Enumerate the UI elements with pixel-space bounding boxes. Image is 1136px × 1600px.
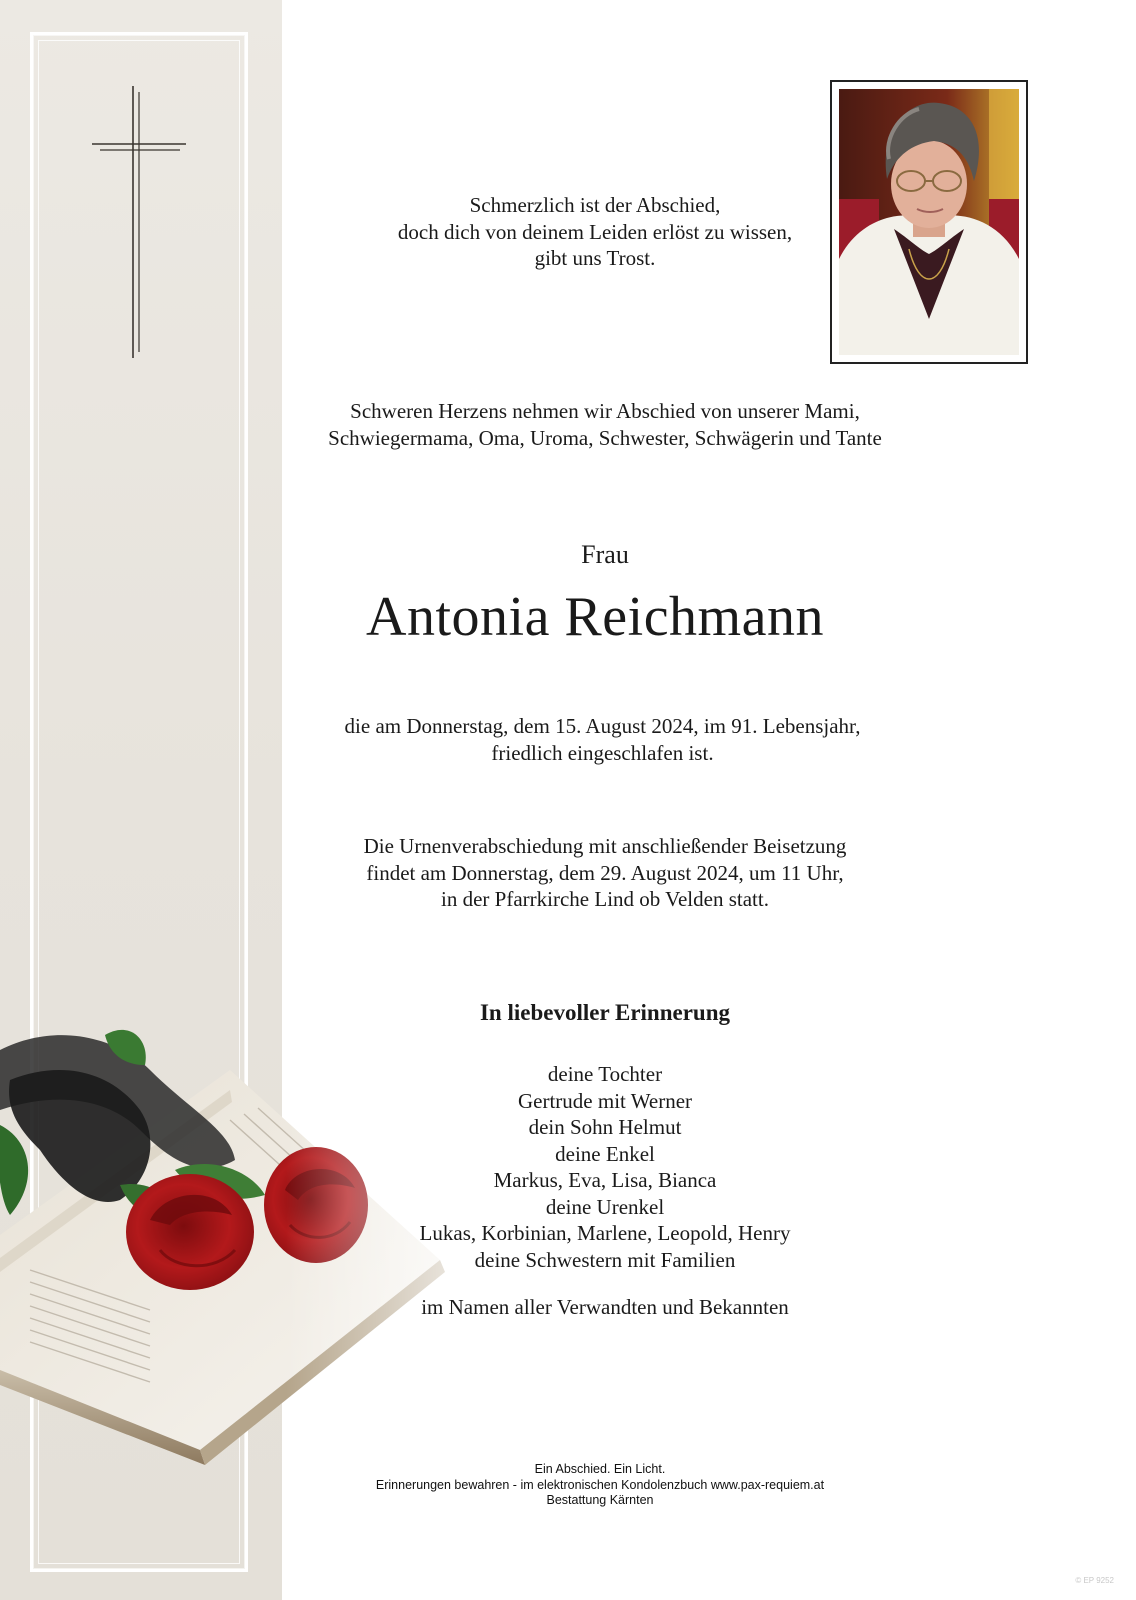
ceremony-line: in der Pfarrkirche Lind ob Velden statt. <box>441 887 769 911</box>
footer <box>330 1462 870 1509</box>
intro-line: Schwiegermama, Oma, Uroma, Schwester, Schwägerin und Tante <box>328 425 882 450</box>
family-line: deine Urenkel <box>545 1194 665 1219</box>
print-code: © EP 9252 <box>1075 1576 1114 1585</box>
memory-heading: In liebevoller Erinnerung <box>479 1000 731 1025</box>
deceased-name: Antonia Reichmann <box>366 586 824 648</box>
family-line: Lukas, Korbinian, Marlene, Leopold, Henry <box>419 1221 791 1245</box>
cross-icon <box>92 86 188 358</box>
ceremony-info <box>320 833 890 913</box>
death-notice <box>300 713 905 766</box>
ceremony-line: Die Urnenverabschiedung mit anschließender Beisetzung <box>363 834 847 858</box>
footer-line: Ein Abschied. Ein Licht. <box>534 1462 666 1476</box>
portrait-frame <box>830 80 1028 364</box>
quote-line: Schmerzlich ist der Abschied, <box>469 193 721 217</box>
opening-quote <box>360 192 830 272</box>
footer-line: Bestattung Kärnten <box>546 1493 654 1507</box>
footer-line: Erinnerungen bewahren - im elektronischen Kondolenzbuch www.pax-requiem.at <box>375 1477 825 1492</box>
salutation: Frau <box>581 540 629 569</box>
closing-line: im Namen aller Verwandten und Bekannten <box>421 1295 789 1319</box>
ceremony-line: findet am Donnerstag, dem 29. August 2024, um 11 Uhr, <box>366 860 844 885</box>
death-line: die am Donnerstag, dem 15. August 2024, im 91. Lebensjahr, <box>344 714 861 738</box>
family-line: deine Enkel <box>555 1141 655 1166</box>
quote-line: doch dich von deinem Leiden erlöst zu wissen, <box>397 219 793 244</box>
family-line: deine Tochter <box>547 1062 663 1086</box>
family-line: Markus, Eva, Lisa, Bianca <box>493 1168 717 1192</box>
quote-line: gibt uns Trost. <box>534 246 656 270</box>
family-line: dein Sohn Helmut <box>528 1115 682 1139</box>
portrait-photo <box>839 89 1019 355</box>
intro-line: Schweren Herzens nehmen wir Abschied von unserer Mami, <box>350 399 860 423</box>
intro-text <box>295 398 915 451</box>
family-list <box>380 1061 830 1273</box>
death-line: friedlich eingeschlafen ist. <box>491 740 714 765</box>
family-line: deine Schwestern mit Familien <box>474 1247 736 1272</box>
family-line: Gertrude mit Werner <box>517 1088 693 1113</box>
